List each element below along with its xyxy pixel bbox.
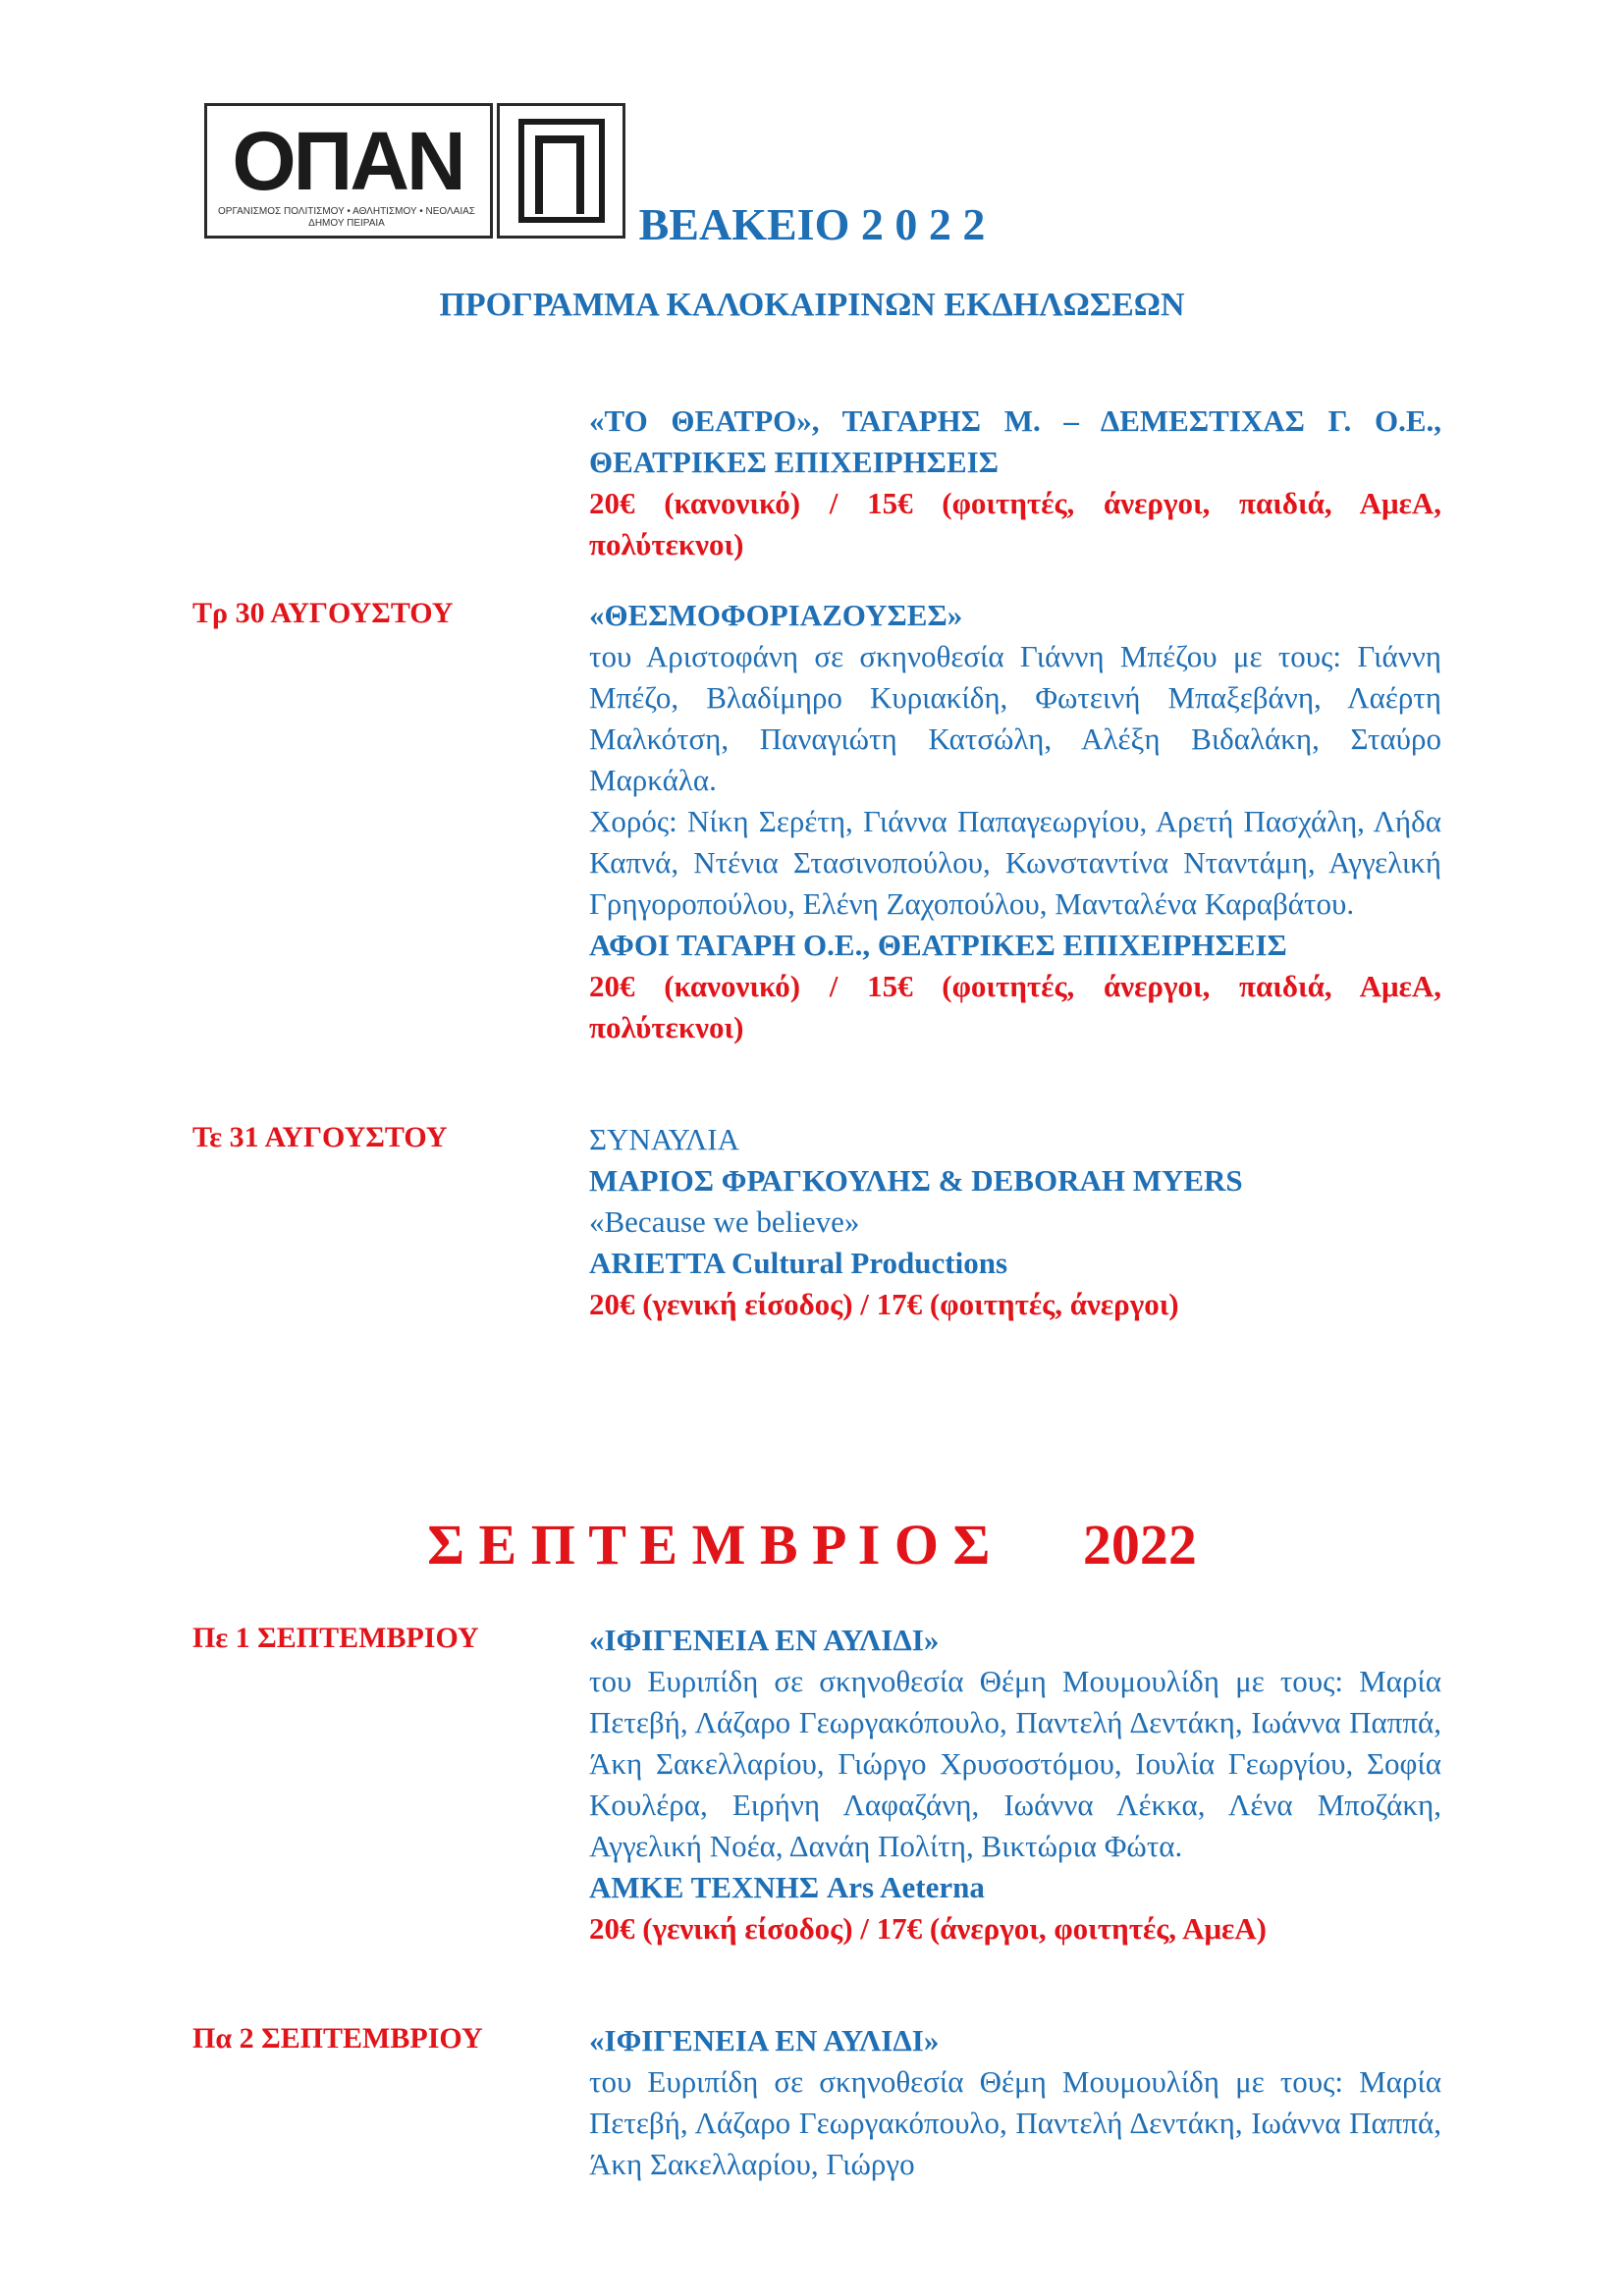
event-title: ΜΑΡΙΟΣ ΦΡΑΓΚΟΥΛΗΣ & DEBORAH MYERS xyxy=(589,1163,1243,1198)
event-date: Πα 2 ΣΕΠΤΕΜΒΡΙΟΥ xyxy=(192,2022,483,2055)
event-producer: ΑΦΟΙ ΤΑΓΑΡΗ Ο.Ε., ΘΕΑΤΡΙΚΕΣ ΕΠΙΧΕΙΡΗΣΕΙΣ xyxy=(589,928,1287,962)
event-description: του Ευριπίδη σε σκηνοθεσία Θέμη Μουμουλίδη με τους: Μαρία Πετεβή, Λάζαρο Γεωργακόπουλο, Παντελή Δεντάκη, Ιωάννα Παππά, Άκη Σακελλαρίου, Γιώργο xyxy=(589,2064,1441,2181)
event-price: 20€ (γενική είσοδος) / 17€ (άνεργοι, φοιτητές, ΑμεΑ) xyxy=(589,1911,1268,1946)
event-subtitle: «Because we believe» xyxy=(589,1204,860,1239)
event-date: Τρ 30 ΑΥΓΟΥΣΤΟΥ xyxy=(192,597,454,629)
event-continued xyxy=(589,400,1441,565)
event-producer: ARIETTA Cultural Productions xyxy=(589,1246,1008,1280)
event-price: 20€ (κανονικό) / 15€ (φοιτητές, άνεργοι, παιδιά, ΑμεΑ, πολύτεκνοι) xyxy=(589,486,1441,561)
event-title: «ΙΦΙΓΕΝΕΙΑ ΕΝ ΑΥΛΙΔΙ» xyxy=(589,1623,940,1657)
month-heading: Σ Ε Π Τ Ε Μ Β Ρ Ι Ο Σ 2022 xyxy=(427,1513,1197,1576)
page-title: ΒΕΑΚΕΙΟ 2 0 2 2 xyxy=(638,199,986,249)
event-producer: ΑΜΚΕ ΤΕΧΝΗΣ Ars Aeterna xyxy=(589,1870,985,1904)
event-date: Τε 31 ΑΥΓΟΥΣΤΟΥ xyxy=(192,1121,448,1153)
event-price: 20€ (γενική είσοδος) / 17€ (φοιτητές, άνεργοι) xyxy=(589,1287,1179,1321)
event-date: Πε 1 ΣΕΠΤΕΜΒΡΙΟΥ xyxy=(192,1622,479,1654)
event-title: «ΘΕΣΜΟΦΟΡΙΑΖΟΥΣΕΣ» xyxy=(589,598,963,632)
event-description: του Ευριπίδη σε σκηνοθεσία Θέμη Μουμουλίδη με τους: Μαρία Πετεβή, Λάζαρο Γεωργακόπουλο, Παντελή Δεντάκη, Ιωάννα Παππά, Άκη Σακελλαρίου, Γιώργο Χρυσοστόμου, Ιουλία Γεωργίου, Σοφία Κουλέρα, Ειρήνη Λαφαζάνη, Ιωάννα Λέκκα, Λένα Μποζάκη, Αγγελική Νοέα, Δανάη Πολίτη, Βικτώρια Φώτα. xyxy=(589,1664,1441,1863)
event-title: «ΙΦΙΓΕΝΕΙΑ ΕΝ ΑΥΛΙΔΙ» xyxy=(589,2023,940,2057)
event-concert xyxy=(589,1119,1441,1325)
event-chorus: Χορός: Νίκη Σερέτη, Γιάννα Παπαγεωργίου, Αρετή Πασχάλη, Λήδα Καπνά, Ντένια Στασινοπούλου, Κωνσταντίνα Νταντάμη, Αγγελική Γρηγοροπούλου, Ελένη Ζαχοπούλου, Μανταλένα Καραβάτου. xyxy=(589,804,1441,921)
event-ifigeneia-1 xyxy=(589,1620,1441,1949)
logo-wordmark: ΟΠΑΝ xyxy=(232,115,463,207)
page-subtitle: ΠΡΟΓΡΑΜΜΑ ΚΑΛΟΚΑΙΡΙΝΩΝ ΕΚΔΗΛΩΣΕΩΝ xyxy=(439,287,1185,323)
event-producer: «ΤΟ ΘΕΑΤΡΟ», ΤΑΓΑΡΗΣ Μ. – ΔΕΜΕΣΤΙΧΑΣ Γ. Ο.Ε., ΘΕΑΤΡΙΚΕΣ ΕΠΙΧΕΙΡΗΣΕΙΣ xyxy=(589,403,1441,479)
event-price: 20€ (κανονικό) / 15€ (φοιτητές, άνεργοι, παιδιά, ΑμεΑ, πολύτεκνοι) xyxy=(589,969,1441,1044)
event-thesmoforiazouses xyxy=(589,595,1441,1048)
event-ifigeneia-2 xyxy=(589,2020,1441,2185)
logo-subtitle: ΟΡΓΑΝΙΣΜΟΣ ΠΟΛΙΤΙΣΜΟΥ • ΑΘΛΗΤΙΣΜΟΥ • ΝΕΟΛΑΙΑΣ ΔΗΜΟΥ ΠΕΙΡΑΙΑ xyxy=(218,206,475,229)
event-category: ΣΥΝΑΥΛΙΑ xyxy=(589,1122,739,1156)
event-description: του Αριστοφάνη σε σκηνοθεσία Γιάννη Μπέζου με τους: Γιάννη Μπέζο, Βλαδίμηρο Κυριακίδη, Φωτεινή Μπαξεβάνη, Λαέρτη Μαλκότση, Παναγιώτη Κατσώλη, Αλέξη Βιδαλάκη, Σταύρο Μαρκάλα. xyxy=(589,639,1441,797)
